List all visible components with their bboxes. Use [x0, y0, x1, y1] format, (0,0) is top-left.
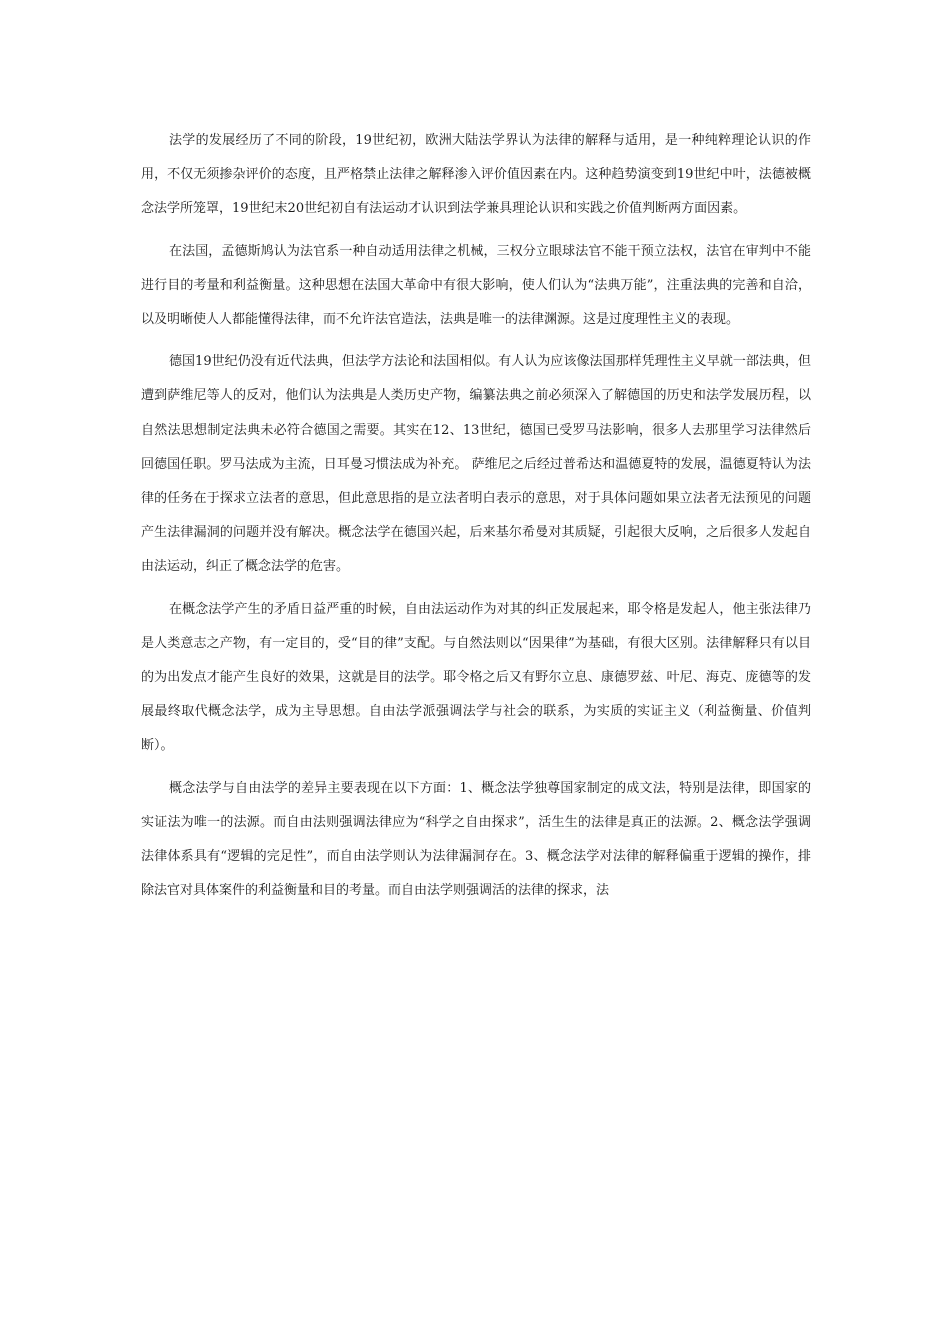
paragraph-5: 概念法学与自由法学的差异主要表现在以下方面：1、概念法学独尊国家制定的成文法，特别是法律，即国家的实证法为唯一的法源。而自由法则强调法律应为“科学之自由探求”，活生生的法律是真正的法源。2、概念法学强调法律体系具有“逻辑的完足性”，而自由法学则认为法律漏洞存在。3、概念法学对法律的解释偏重于逻辑的操作，排除法官对具体案件的利益衡量和目的考量。而自由法学则强调活的法律的探求，法 [141, 780, 811, 899]
paragraph-gap [141, 227, 811, 235]
document-body [141, 124, 811, 908]
paragraph-gap [141, 764, 811, 772]
paragraph-2: 在法国，孟德斯鸠认为法官系一种自动适用法律之机械，三权分立眼球法官不能干预立法权，法官在审判中不能进行目的考量和利益衡量。这种思想在法国大革命中有很大影响，使人们认为“法典万能”，注重法典的完善和自洽，以及明晰使人人都能懂得法律，而不允许法官造法，法典是唯一的法律渊源。这是过度理性主义的表现。 [141, 243, 811, 328]
paragraph-gap [141, 337, 811, 345]
paragraph-3: 德国19世纪仍没有近代法典，但法学方法论和法国相似。有人认为应该像法国那样凭理性主义早就一部法典，但遭到萨维尼等人的反对，他们认为法典是人类历史产物，编纂法典之前必须深入了解德国的历史和法学发展历程，以自然法思想制定法典未必符合德国之需要。其实在12、13世纪，德国已受罗马法影响，很多人去那里学习法律然后回德国任职。罗马法成为主流，日耳曼习惯法成为补充。 萨维尼之后经过普希达和温德夏特的发展，温德夏特认为法律的任务在于探求立法者的意思，但此意思指的是立法者明白表示的意思，对于具体问题如果立法者无法预见的问题产生法律漏洞的问题并没有解决。概念法学在德国兴起，后来基尔希曼对其质疑，引起很大反响，之后很多人发起自由法运动，纠正了概念法学的危害。 [141, 354, 811, 575]
paragraph-4: 在概念法学产生的矛盾日益严重的时候，自由法运动作为对其的纠正发展起来，耶令格是发起人，他主张法律乃是人类意志之产物，有一定目的，受“目的律”支配。与自然法则以“因果律”为基础，有很大区别。法律解释只有以目的为出发点才能产生良好的效果，这就是目的法学。耶令格之后又有野尔立息、康德罗兹、叶尼、海克、庞德等的发展最终取代概念法学，成为主导思想。自由法学派强调法学与社会的联系，为实质的实证主义（利益衡量、价值判断）。 [141, 601, 811, 754]
paragraph-1: 法学的发展经历了不同的阶段，19世纪初，欧洲大陆法学界认为法律的解释与适用，是一种纯粹理论认识的作用，不仅无须掺杂评价的态度，且严格禁止法律之解释渗入评价值因素在内。这种趋势演变到19世纪中叶，法德被概念法学所笼罩，19世纪末20世纪初自有法运动才认识到法学兼具理论认识和实践之价值判断两方面因素。 [141, 133, 811, 217]
paragraph-gap [141, 585, 811, 593]
